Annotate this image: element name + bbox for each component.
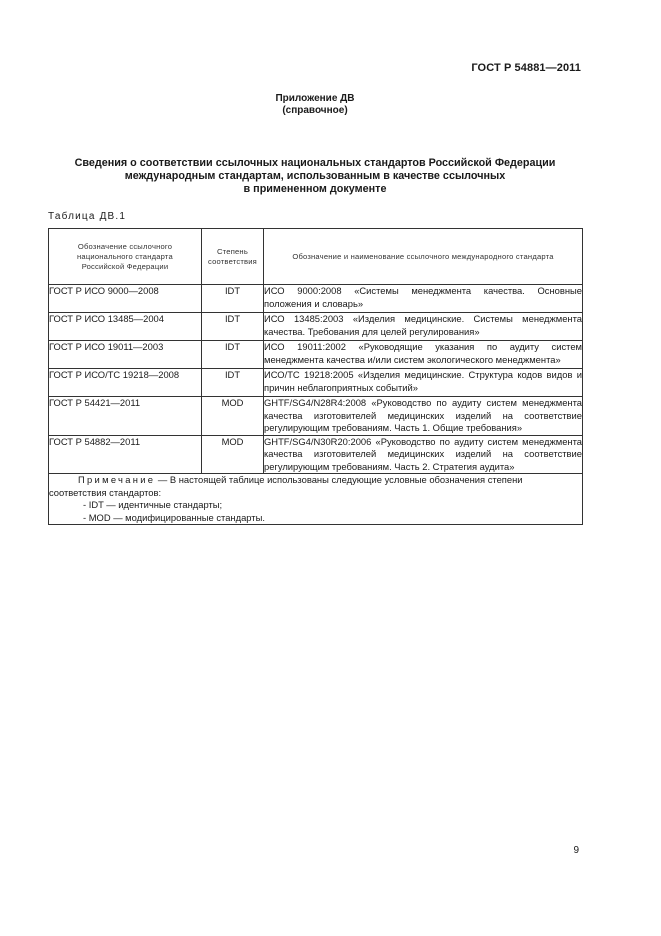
header-national-standard: Обозначение ссылочного национального стандарта Российской Федерации bbox=[49, 229, 202, 285]
international-standard-cell: ИСО/ТС 19218:2005 «Изделия медицинские. Структура кодов видов и причин неблагоприятных событий» bbox=[264, 369, 583, 397]
header-degree: Степень соответствия bbox=[202, 229, 264, 285]
degree-cell: IDT bbox=[202, 341, 264, 369]
national-standard-cell: ГОСТ Р ИСО 9000—2008 bbox=[49, 285, 202, 313]
note-list-item: - IDT — идентичные стандарты; bbox=[83, 499, 223, 510]
table-row bbox=[49, 313, 583, 341]
degree-cell: IDT bbox=[202, 369, 264, 397]
header-international-standard: Обозначение и наименование ссылочного международного стандарта bbox=[264, 229, 583, 285]
degree-cell: IDT bbox=[202, 313, 264, 341]
national-standard-cell: ГОСТ Р 54421—2011 bbox=[49, 397, 202, 436]
international-standard-cell: GHTF/SG4/N30R20:2006 «Руководство по аудиту систем менеджмента качества изготовителей медицинских изделий на соответствие регулирующим требованиям. Часть 2. Стратегия аудита» bbox=[264, 435, 582, 472]
international-standard-cell: GHTF/SG4/N28R4:2008 «Руководство по аудиту систем менеджмента качества изготовителей медицинских изделий на соответствие регулирующим требованиям. Часть 1. Общие требования» bbox=[264, 397, 582, 433]
note-text: — В настоящей таблице использованы следующие условные обозначения степени соответствия стандартов: bbox=[49, 474, 523, 498]
section-title-line: Сведения о соответствии ссылочных национальных стандартов Российской Федерации bbox=[74, 157, 556, 169]
table-label: Таблица ДВ.1 bbox=[48, 211, 127, 222]
annex-title: Приложение ДВ bbox=[275, 93, 355, 104]
section-title-line: международным стандартам, использованным в качестве ссылочных bbox=[124, 170, 506, 182]
table-header-row bbox=[49, 229, 583, 285]
annex-subtitle: (справочное) bbox=[282, 105, 348, 116]
table-row bbox=[49, 285, 583, 313]
degree-cell: MOD bbox=[202, 397, 264, 436]
note-paragraph bbox=[49, 474, 582, 499]
note-list-item: - MOD — модифицированные стандарты. bbox=[83, 511, 265, 523]
page-number: 9 bbox=[573, 845, 579, 856]
degree-cell: IDT bbox=[202, 285, 264, 313]
international-standard-cell: ИСО 19011:2002 «Руководящие указания по аудиту систем менеджмента качества и/или систем экологического менеджмента» bbox=[264, 341, 583, 369]
correspondence-table bbox=[48, 228, 583, 525]
international-standard-cell: ИСО 13485:2003 «Изделия медицинские. Системы менеджмента качества. Требования для целей регулирования» bbox=[264, 313, 583, 341]
table-row bbox=[49, 369, 583, 397]
note-label: Примечание bbox=[78, 474, 156, 485]
degree-cell: MOD bbox=[202, 435, 264, 474]
national-standard-cell: ГОСТ Р 54882—2011 bbox=[49, 435, 202, 474]
annex-heading bbox=[0, 93, 630, 117]
document-code: ГОСТ Р 54881—2011 bbox=[471, 62, 581, 74]
national-standard-cell: ГОСТ Р ИСО 13485—2004 bbox=[49, 313, 202, 341]
table-note bbox=[49, 474, 583, 525]
section-title bbox=[48, 157, 582, 196]
table-row bbox=[49, 397, 583, 436]
national-standard-cell: ГОСТ Р ИСО 19011—2003 bbox=[49, 341, 202, 369]
section-title-line: в примененном документе bbox=[243, 183, 387, 195]
international-standard-cell: ИСО 9000:2008 «Системы менеджмента качества. Основные положения и словарь» bbox=[264, 285, 583, 313]
table-row bbox=[49, 435, 583, 474]
national-standard-cell: ГОСТ Р ИСО/ТС 19218—2008 bbox=[49, 369, 202, 397]
table-note-row bbox=[49, 474, 583, 525]
table-row bbox=[49, 341, 583, 369]
